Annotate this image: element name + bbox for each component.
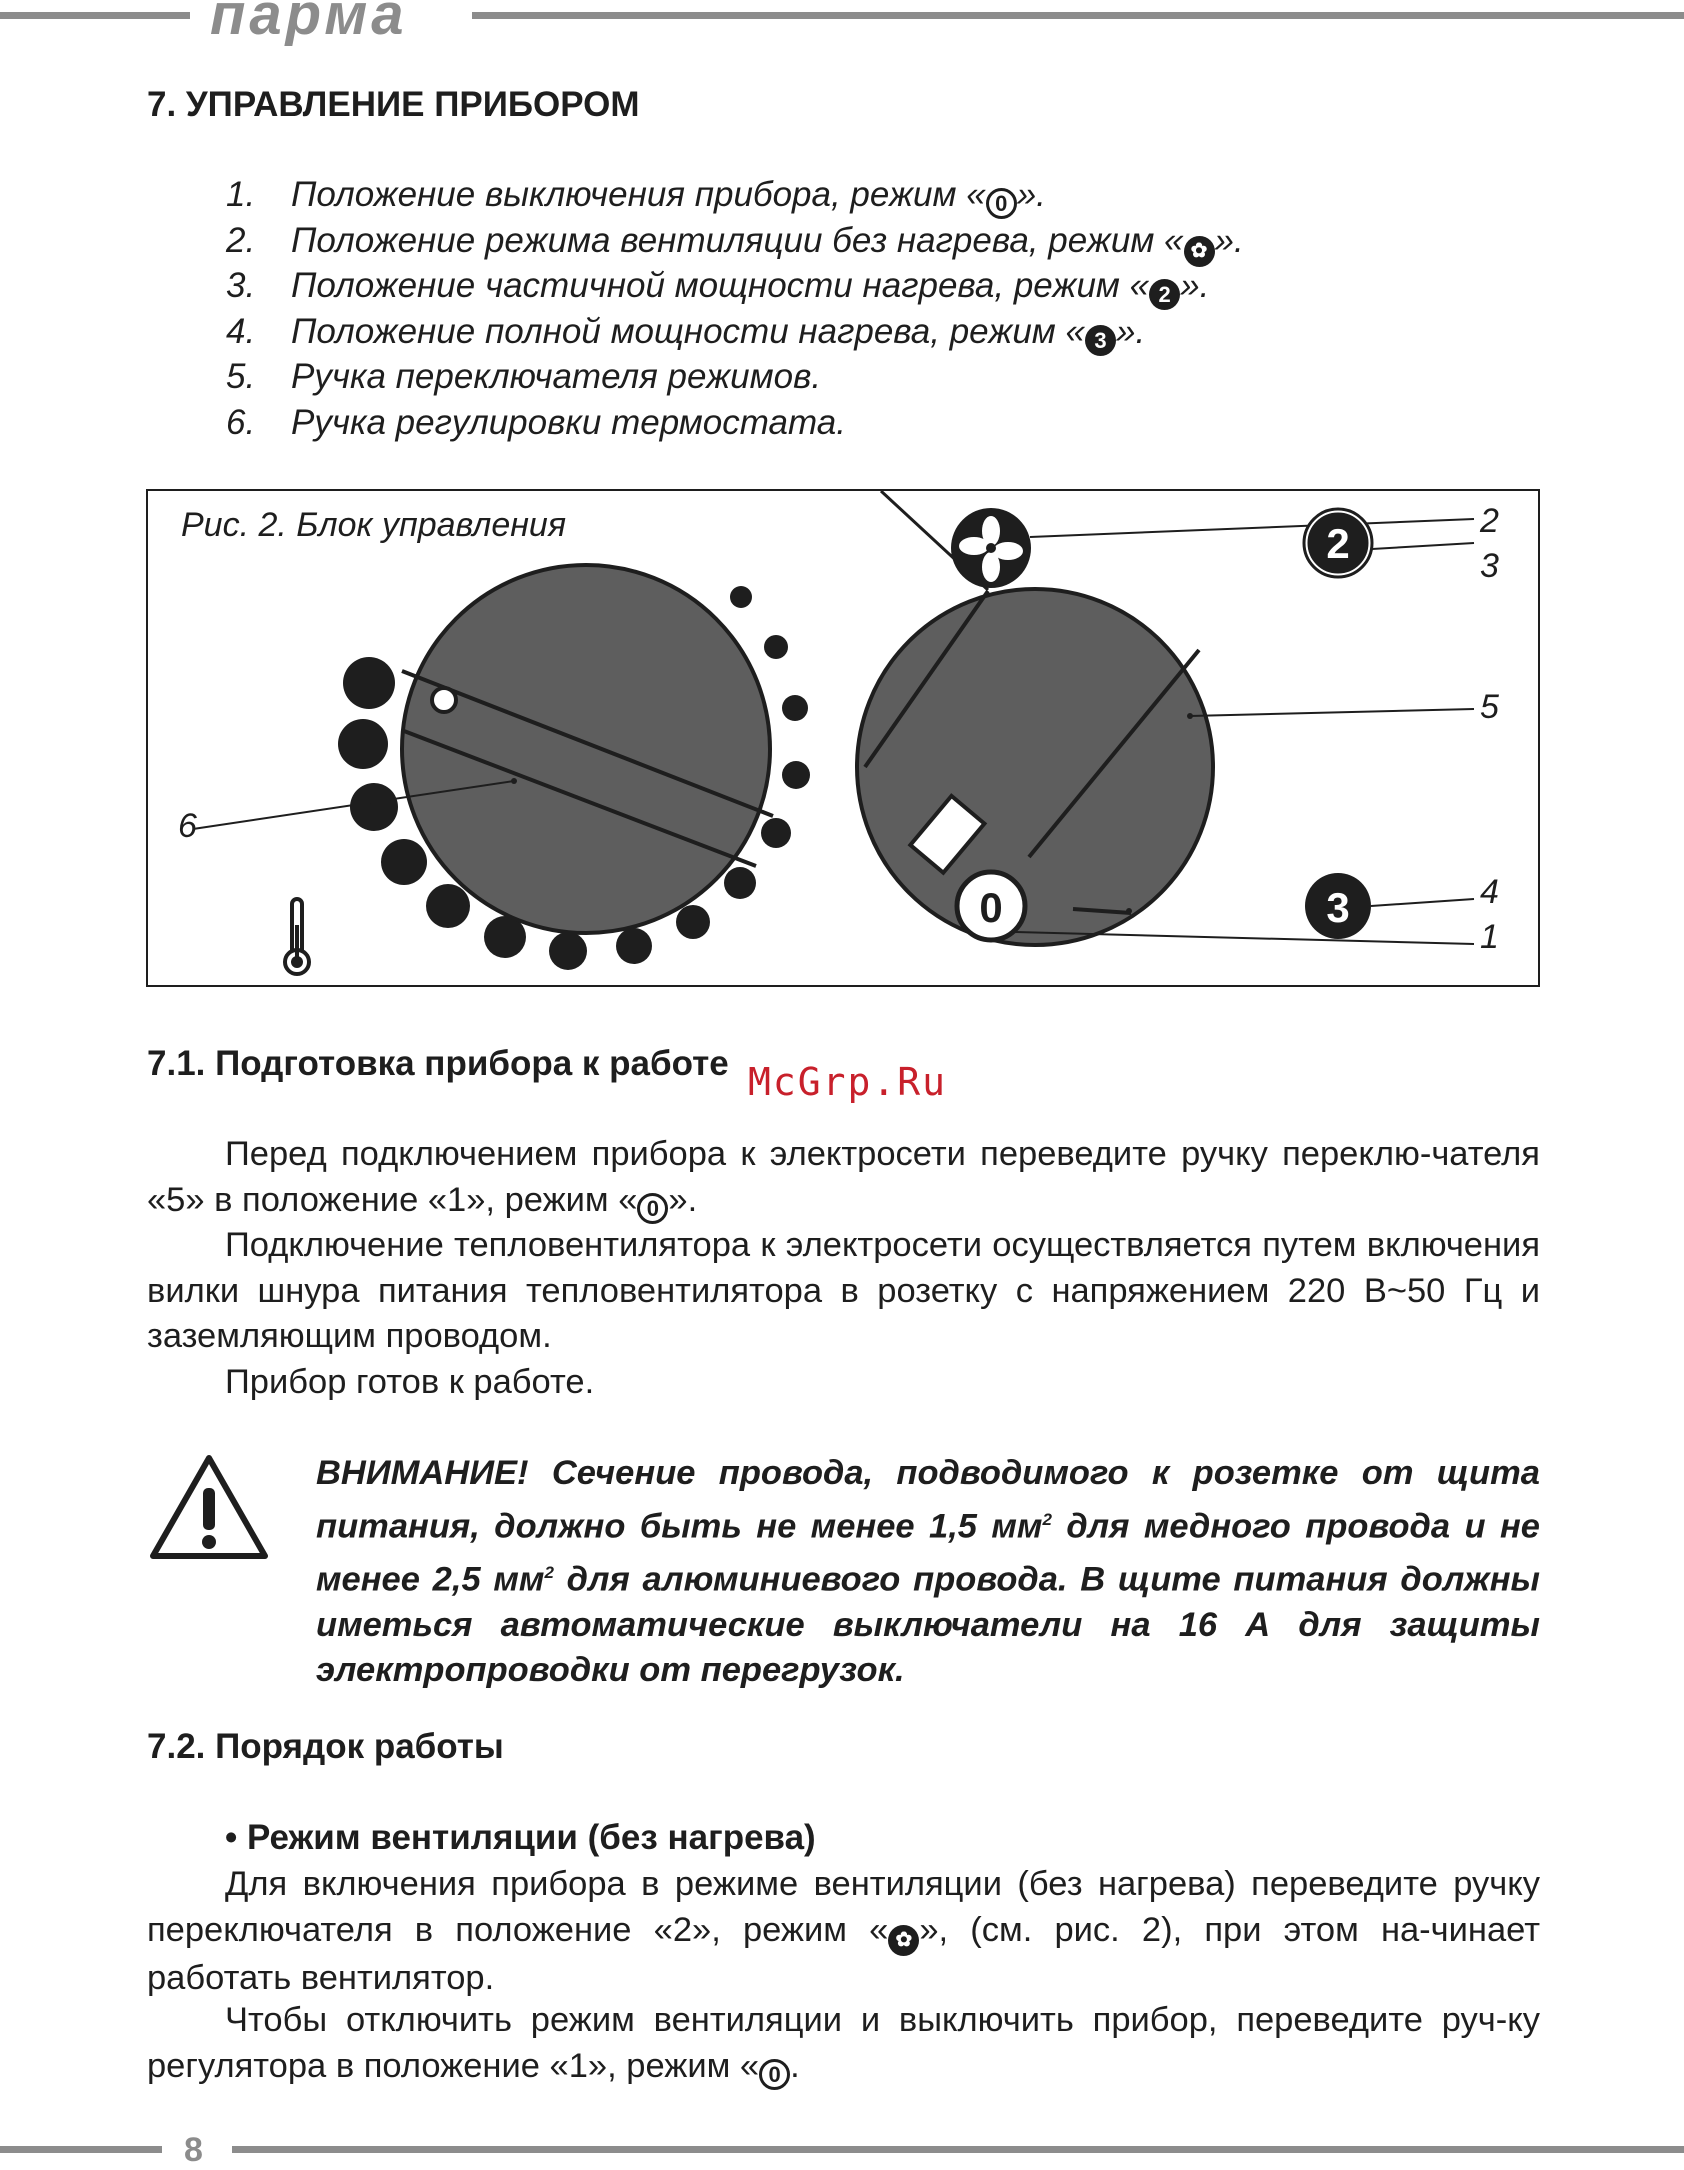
list-text: Ручка регулировки термостата.	[291, 402, 846, 442]
fan-icon: ✿	[888, 1925, 919, 1956]
label-5: 5	[1480, 688, 1499, 726]
section-7-title: 7. УПРАВЛЕНИЕ ПРИБОРОМ	[147, 85, 640, 124]
paragraph-text-end: .	[790, 2046, 800, 2085]
thermometer-icon	[285, 899, 309, 974]
list-item	[226, 400, 1244, 446]
warning-text-b: для медного провода и не менее 2,5 мм	[316, 1507, 1540, 1598]
mode-2-icon	[1304, 509, 1372, 577]
warning-text-a: ВНИМАНИЕ! Сечение провода, подводимого к розетке от щита питания, должно быть не менее 1,5 мм	[316, 1454, 1540, 1545]
list-num: 1.	[226, 175, 256, 214]
mode-3-icon: 3	[1085, 325, 1116, 356]
watermark: McGrp.Ru	[748, 1060, 948, 1104]
list-item	[226, 309, 1244, 355]
list-item	[226, 172, 1244, 218]
superscript: 2	[544, 1562, 554, 1582]
control-panel-drawing	[148, 491, 1538, 985]
paragraph-text-end: », (см. рис. 2), при этом на-чинает работать вентилятор.	[147, 1910, 1540, 1997]
header-rule-left	[0, 12, 190, 19]
paragraph	[147, 1998, 1540, 2090]
list-num: 4.	[226, 311, 256, 351]
header-rule-right	[472, 12, 1684, 19]
list-text: Положение частичной мощности нагрева, режим «	[291, 266, 1150, 305]
list-text: Положение режима вентиляции без нагрева, режим «	[291, 220, 1184, 260]
page-number: 8	[184, 2131, 203, 2169]
mode-0-icon: 0	[986, 188, 1017, 219]
control-panel-figure	[146, 489, 1540, 987]
warning-text-c: для алюминиевого провода. В щите питания должны иметься автоматические выключатели на 16 А для защиты электропроводки от перегрузок.	[316, 1560, 1540, 1689]
list-text-end: ».	[1016, 175, 1046, 214]
mode-2-icon: 2	[1149, 279, 1180, 310]
paragraph	[147, 1223, 1540, 1360]
list-text: Положение полной мощности нагрева, режим «	[291, 311, 1085, 351]
paragraph	[147, 1132, 1540, 1224]
list-text: Ручка переключателя режимов.	[291, 357, 822, 396]
svg-text:3: 3	[1326, 884, 1350, 931]
mode-0-icon: 0	[759, 2059, 790, 2090]
bullet-heading: • Режим вентиляции (без нагрева)	[225, 1818, 816, 1857]
paragraph	[147, 1360, 1540, 1406]
controls-list	[226, 172, 1244, 445]
label-6: 6	[178, 807, 197, 845]
label-3: 3	[1480, 547, 1499, 585]
mode-0-icon: 0	[637, 1193, 668, 1224]
section-7-1-title: 7.1. Подготовка прибора к работе	[147, 1044, 729, 1083]
paragraph-text: Перед подключением прибора к электросети переведите ручку переклю-чателя «5» в положение «1», режим «	[147, 1135, 1540, 1219]
list-text: Положение выключения прибора, режим «	[291, 175, 986, 214]
list-item	[226, 218, 1244, 264]
label-4: 4	[1480, 873, 1499, 911]
list-num: 2.	[226, 220, 256, 260]
svg-text:0: 0	[979, 884, 1003, 931]
paragraph-text: Для включения прибора в режиме вентиляции (без нагрева) переведите ручку переключателя в положение «2», режим «	[147, 1865, 1540, 1949]
figure-caption: Рис. 2. Блок управления	[181, 506, 567, 544]
fan-mode-icon	[951, 508, 1031, 588]
paragraph-text-end: ».	[668, 1180, 698, 1219]
section-7-2-title: 7.2. Порядок работы	[147, 1727, 504, 1766]
superscript: 2	[1042, 1509, 1052, 1529]
paragraph-text: Подключение тепловентилятора к электросети осуществляется путем включения вилки шнура питания тепловентилятора в розетку с напряжением 220 В~50 Гц и заземляющим проводом.	[147, 1226, 1540, 1355]
label-2: 2	[1480, 502, 1499, 540]
list-num: 6.	[226, 402, 256, 442]
list-item	[226, 263, 1244, 309]
brand-logo: парма	[210, 0, 408, 47]
mode-0-icon	[957, 872, 1025, 940]
warning-icon	[147, 1452, 271, 1562]
thermostat-knob	[402, 565, 773, 933]
list-num: 5.	[226, 357, 256, 396]
label-1: 1	[1480, 918, 1499, 956]
paragraph	[147, 1862, 1540, 2001]
list-text-end: ».	[1115, 311, 1146, 351]
list-text-end: ».	[1214, 220, 1244, 260]
svg-text:2: 2	[1326, 520, 1350, 567]
paragraph-text: Прибор готов к работе.	[225, 1363, 595, 1401]
mode-3-icon	[1305, 873, 1371, 939]
list-num: 3.	[226, 266, 256, 305]
footer-rule-right	[232, 2146, 1684, 2153]
fan-icon: ✿	[1184, 236, 1215, 267]
warning-text	[316, 1451, 1540, 1694]
list-item	[226, 354, 1244, 400]
paragraph-text: Чтобы отключить режим вентиляции и выключить прибор, переведите руч-ку регулятора в положение «1», режим «	[147, 2001, 1540, 2085]
list-text-end: ».	[1180, 266, 1210, 305]
mode-switch-knob	[857, 491, 1213, 945]
footer-rule-left	[0, 2146, 162, 2153]
